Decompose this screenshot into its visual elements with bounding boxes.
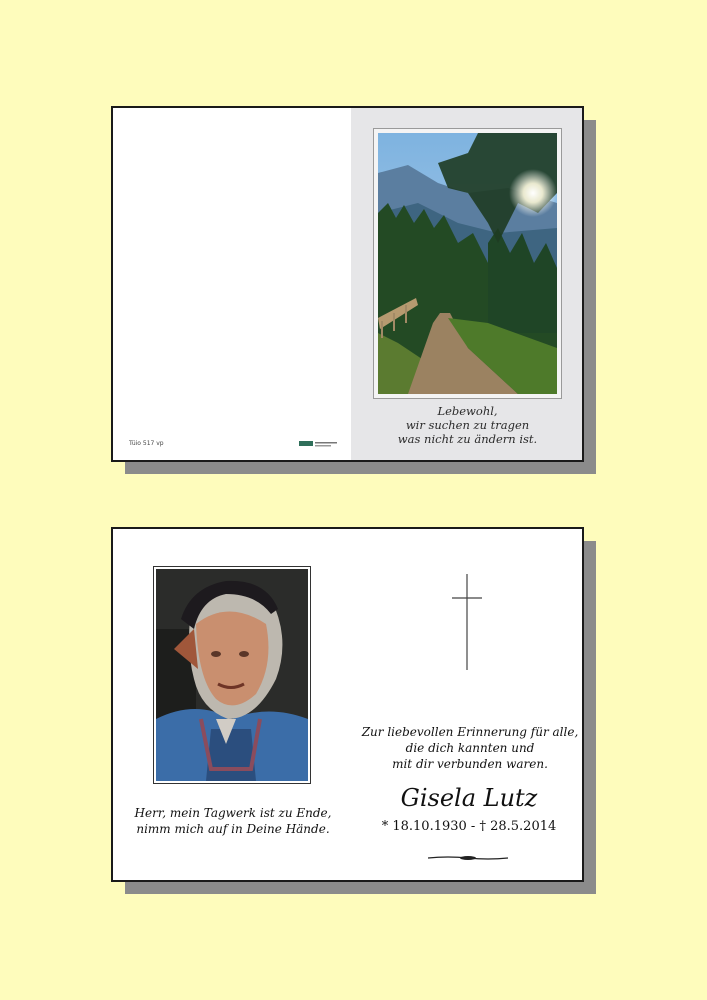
cover-panel	[351, 108, 584, 460]
cover-verse-line-1: Lebewohl,	[437, 404, 498, 418]
deceased-name: Gisela Lutz	[400, 784, 538, 812]
card-front-back-spread	[111, 106, 584, 462]
life-dates: * 18.10.1930 - † 28.5.2014	[381, 819, 557, 834]
card-inside-spread	[111, 527, 584, 882]
cross-icon	[452, 574, 482, 674]
article-code: Tüio 517 vp	[129, 440, 164, 447]
cover-verse-line-2: wir suchen zu tragen	[405, 418, 530, 432]
ornament-divider	[428, 847, 508, 866]
left-verse-line-1: Herr, mein Tagwerk ist zu Ende,	[134, 806, 332, 820]
portrait-photo	[153, 566, 311, 784]
memorial-line-2: die dich kannten und	[405, 741, 535, 755]
publisher-logo	[299, 440, 339, 450]
left-verse-line-2: nimm mich auf in Deine Hände.	[136, 822, 330, 836]
cover-verse-line-3: was nicht zu ändern ist.	[397, 432, 538, 446]
memorial-line-3: mit dir verbunden waren.	[392, 757, 548, 771]
landscape-photo	[373, 128, 562, 399]
memorial-line-1: Zur liebevollen Erinnerung für alle,	[361, 725, 579, 739]
